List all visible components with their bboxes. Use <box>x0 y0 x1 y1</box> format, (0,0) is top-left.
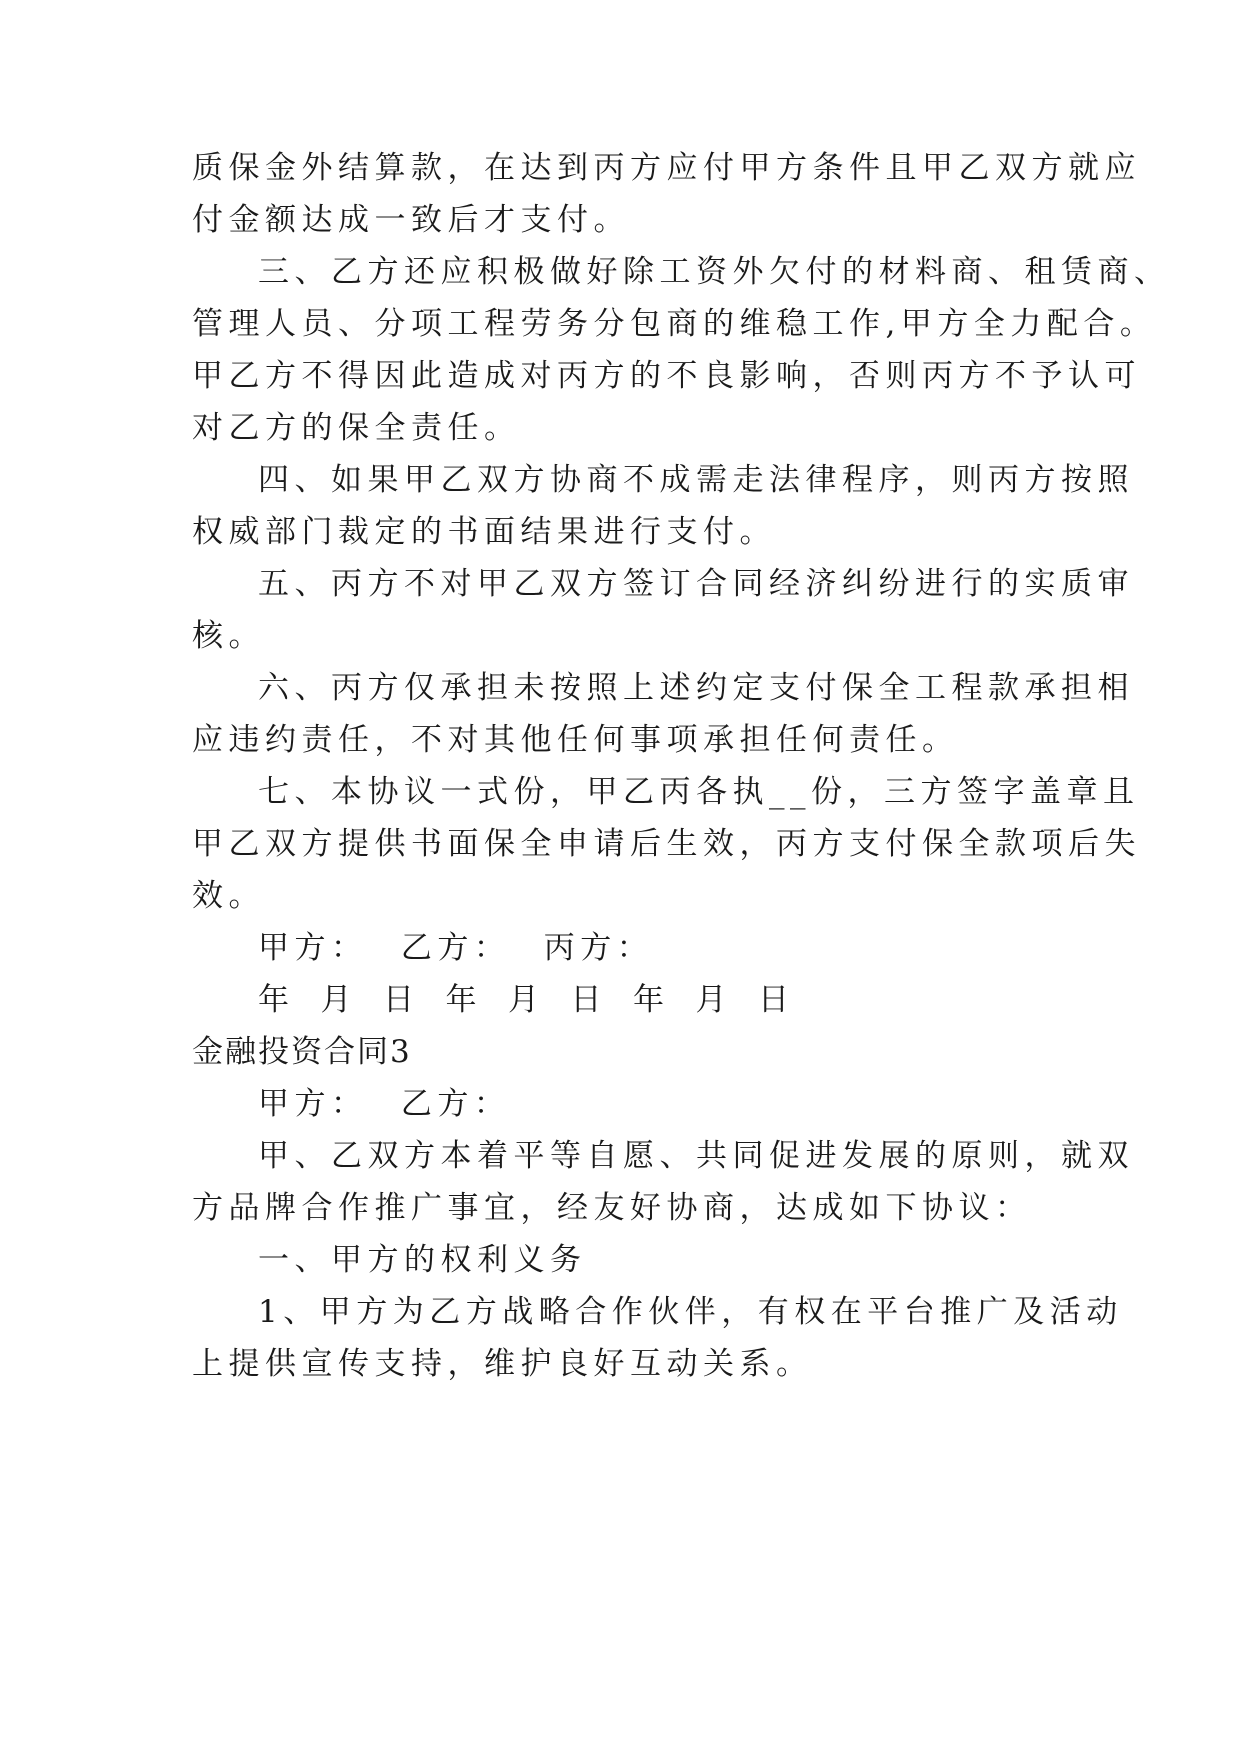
paragraph-line: 1、甲方为乙方战略合作伙伴，有权在平台推广及活动 <box>258 1294 1123 1330</box>
signature-line <box>258 926 653 970</box>
paragraph-line: 权威部门裁定的书面结果进行支付。 <box>192 514 776 550</box>
subsection-heading: 一、甲方的权利义务 <box>258 1242 587 1278</box>
party-b-label: 乙方： <box>400 930 511 966</box>
clause-seven-line: 七、本协议一式份，甲乙丙各执__份，三方签字盖章且 <box>258 774 1140 810</box>
paragraph-line: 应违约责任，不对其他任何事项承担任何责任。 <box>192 722 959 758</box>
party-b-label: 乙方： <box>400 1086 511 1122</box>
paragraph-line: 管理人员、分项工程劳务分包商的维稳工作,甲方全力配合。 <box>192 306 1157 342</box>
paragraph-line: 对乙方的保全责任。 <box>192 410 521 446</box>
party-a-label: 甲方： <box>258 1086 368 1122</box>
paragraph-line: 效。 <box>192 878 265 914</box>
paragraph-line: 质保金外结算款，在达到丙方应付甲方条件且甲乙双方就应 <box>192 150 1141 186</box>
date-day: 日 <box>383 982 420 1018</box>
date-day: 日 <box>570 982 607 1018</box>
section-title: 金融投资合同3 <box>192 1034 412 1070</box>
paragraph-line: 甲乙双方提供书面保全申请后生效，丙方支付保全款项后失 <box>192 826 1141 862</box>
party-c-label: 丙方： <box>543 930 654 966</box>
date-month: 月 <box>695 982 732 1018</box>
clause-six-line: 六、丙方仅承担未按照上述约定支付保全工程款承担相 <box>258 670 1134 706</box>
date-month: 月 <box>320 982 357 1018</box>
clause-three-line: 三、乙方还应积极做好除工资外欠付的材料商、租赁商、 <box>258 254 1171 290</box>
paragraph-line: 付金额达成一致后才支付。 <box>192 202 630 238</box>
parties-line <box>258 1082 510 1126</box>
clause-five-line: 五、丙方不对甲乙双方签订合同经济纠纷进行的实质审 <box>258 566 1134 602</box>
date-year: 年 <box>633 982 670 1018</box>
party-a-label: 甲方： <box>258 930 368 966</box>
date-day: 日 <box>758 982 795 1018</box>
clause-four-line: 四、如果甲乙双方协商不成需走法律程序，则丙方按照 <box>258 462 1134 498</box>
date-month: 月 <box>508 982 545 1018</box>
date-year: 年 <box>445 982 482 1018</box>
date-year: 年 <box>258 982 295 1018</box>
paragraph-line: 核。 <box>192 618 265 654</box>
paragraph-line: 甲乙方不得因此造成对丙方的不良影响，否则丙方不予认可 <box>192 358 1141 394</box>
paragraph-line: 上提供宣传支持，维护良好互动关系。 <box>192 1346 813 1382</box>
date-line <box>258 978 821 1022</box>
paragraph-line: 甲、乙双方本着平等自愿、共同促进发展的原则，就双 <box>258 1138 1134 1174</box>
paragraph-line: 方品牌合作推广事宜，经友好协商，达成如下协议： <box>192 1190 1032 1226</box>
